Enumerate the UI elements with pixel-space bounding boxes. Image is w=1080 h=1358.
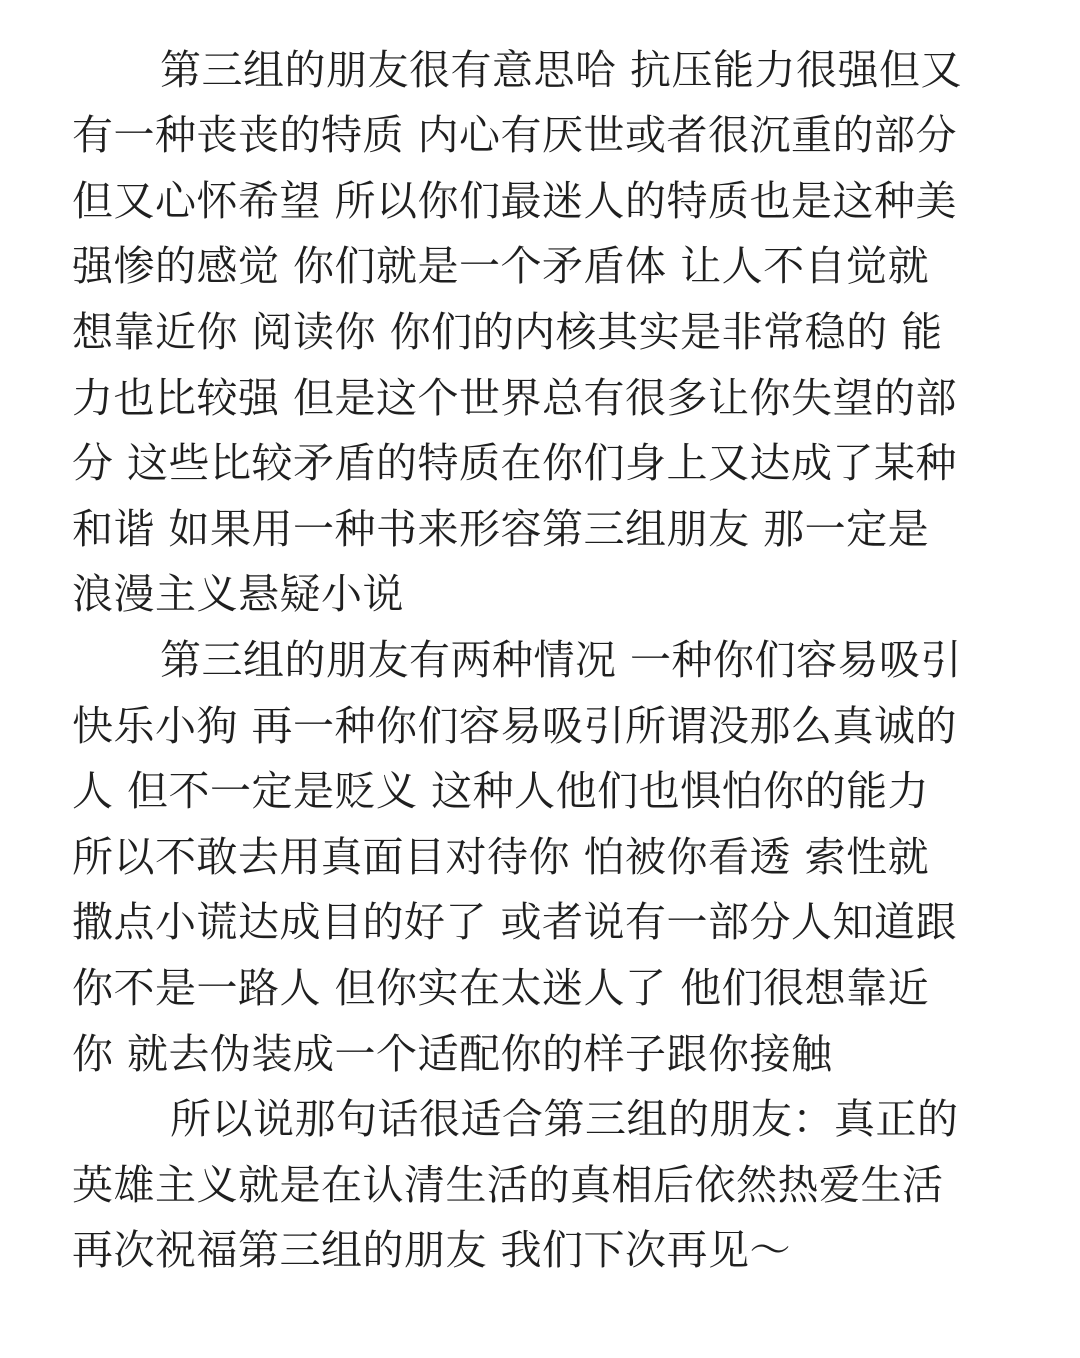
- paragraph-1-line-8: 和谐 如果用一种书来形容第三组朋友 那一定是: [72, 505, 930, 553]
- paragraph-1-line-1: 第三组的朋友很有意思哈 抗压能力很强但又: [160, 46, 963, 94]
- paragraph-3-line-3: 再次祝福第三组的朋友 我们下次再见～: [72, 1226, 792, 1274]
- paragraph-3-line-2: 英雄主义就是在认清生活的真相后依然热爱生活: [72, 1161, 944, 1209]
- paragraph-2-line-7: 你 就去伪装成一个适配你的样子跟你接触: [72, 1030, 833, 1078]
- paragraph-2-line-4: 所以不敢去用真面目对待你 怕被你看透 索性就: [72, 833, 930, 881]
- paragraph-2-line-2: 快乐小狗 再一种你们容易吸引所谓没那么真诚的: [72, 702, 958, 750]
- paragraph-2-line-3: 人 但不一定是贬义 这种人他们也惧怕你的能力: [72, 767, 930, 815]
- paragraph-2-line-5: 撒点小谎达成目的好了 或者说有一部分人知道跟: [72, 898, 958, 946]
- paragraph-1-line-7: 分 这些比较矛盾的特质在你们身上又达成了某种: [72, 439, 958, 487]
- paragraph-1-line-3: 但又心怀希望 所以你们最迷人的特质也是这种美: [72, 177, 958, 225]
- paragraph-1-line-5: 想靠近你 阅读你 你们的内核其实是非常稳的 能: [72, 308, 943, 356]
- paragraph-3-line-1: 所以说那句话很适合第三组的朋友：真正的: [170, 1095, 959, 1143]
- paragraph-1-line-4: 强惨的感觉 你们就是一个矛盾体 让人不自觉就: [72, 242, 930, 290]
- paragraph-2-line-6: 你不是一路人 但你实在太迷人了 他们很想靠近: [72, 964, 930, 1012]
- paragraph-1-line-2: 有一种丧丧的特质 内心有厌世或者很沉重的部分: [72, 111, 958, 159]
- paragraph-2-line-1: 第三组的朋友有两种情况 一种你们容易吸引: [160, 636, 963, 684]
- paragraph-1-line-6: 力也比较强 但是这个世界总有很多让你失望的部: [72, 374, 958, 422]
- paragraph-1-line-9: 浪漫主义悬疑小说: [72, 570, 404, 618]
